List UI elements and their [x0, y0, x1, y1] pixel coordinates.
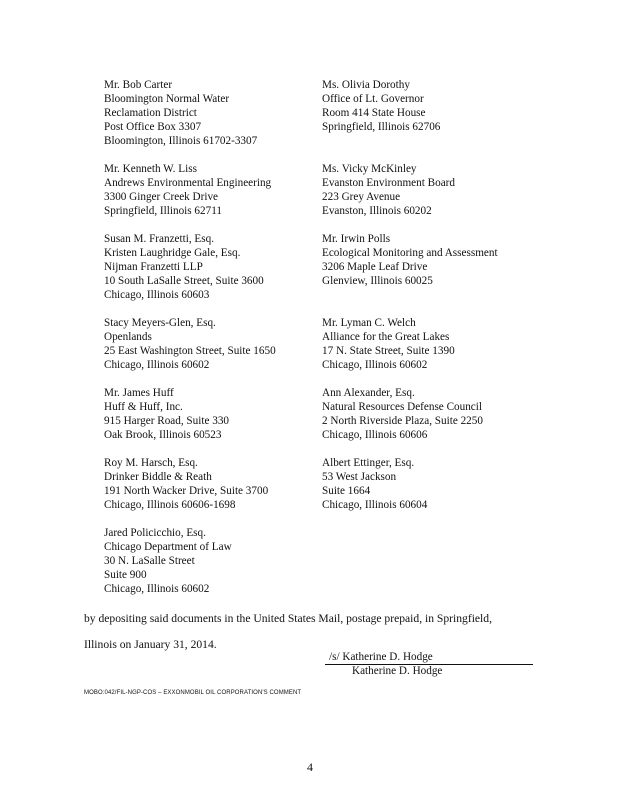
signer-name: Katherine D. Hodge: [352, 665, 443, 677]
address-line: Kristen Laughridge Gale, Esq.: [104, 247, 241, 259]
recipient-address-block: [322, 232, 498, 288]
address-line: 17 N. State Street, Suite 1390: [322, 345, 455, 357]
address-line: Chicago, Illinois 60602: [322, 359, 428, 371]
address-line: Albert Ettinger, Esq.: [322, 457, 415, 469]
recipient-address-block: [322, 78, 440, 134]
address-line: Chicago, Illinois 60602: [104, 359, 210, 371]
address-line: Drinker Biddle & Reath: [104, 471, 212, 483]
address-line: Reclamation District: [104, 107, 197, 119]
recipient-address-block: [322, 456, 427, 512]
address-line: Mr. Bob Carter: [104, 79, 173, 91]
address-line: Post Office Box 3307: [104, 121, 202, 133]
document-footer: MOBO:042/FIL-NGP-COS – EXXONMOBIL OIL CORPORATION'S COMMENT: [84, 690, 302, 696]
recipient-address-block: [104, 78, 257, 148]
page-number: 4: [307, 760, 313, 774]
address-line: Suite 1664: [322, 485, 371, 497]
electronic-signature: /s/ Katherine D. Hodge: [329, 651, 433, 663]
signature-line: [325, 651, 533, 665]
address-line: Suite 900: [104, 569, 147, 581]
address-line: Mr. James Huff: [104, 387, 174, 399]
recipient-address-block: [104, 526, 232, 596]
address-line: Huff & Huff, Inc.: [104, 401, 183, 413]
address-line: Jared Policicchio, Esq.: [104, 527, 206, 539]
address-line: Chicago, Illinois 60606: [322, 429, 428, 441]
address-line: Andrews Environmental Engineering: [104, 177, 272, 189]
recipient-address-block: [322, 316, 455, 372]
address-line: Chicago, Illinois 60604: [322, 499, 428, 511]
address-line: Office of Lt. Governor: [322, 93, 424, 105]
address-line: Ms. Olivia Dorothy: [322, 79, 410, 91]
recipient-address-block: [104, 232, 264, 302]
address-line: 53 West Jackson: [322, 471, 397, 483]
closing-line-2: Illinois on January 31, 2014.: [84, 638, 217, 651]
address-line: Ms. Vicky McKinley: [322, 163, 417, 175]
address-line: Bloomington, Illinois 61702-3307: [104, 135, 258, 147]
address-line: Susan M. Franzetti, Esq.: [104, 233, 215, 245]
address-line: Evanston, Illinois 60202: [322, 205, 432, 217]
recipient-address-block: [322, 386, 483, 442]
address-line: Oak Brook, Illinois 60523: [104, 429, 222, 441]
closing-line-1: by depositing said documents in the United States Mail, postage prepaid, in Springfield,: [84, 612, 492, 625]
recipient-address-block: [104, 316, 276, 372]
address-line: Nijman Franzetti LLP: [104, 261, 203, 273]
address-line: Glenview, Illinois 60025: [322, 275, 433, 287]
address-line: Mr. Lyman C. Welch: [322, 317, 416, 329]
address-line: 915 Harger Road, Suite 330: [104, 415, 230, 427]
address-line: Chicago, Illinois 60602: [104, 583, 210, 595]
address-line: Chicago, Illinois 60606-1698: [104, 499, 236, 511]
address-line: Evanston Environment Board: [322, 177, 455, 189]
address-line: Springfield, Illinois 62711: [104, 205, 222, 217]
address-line: Chicago, Illinois 60603: [104, 289, 210, 301]
address-line: 3206 Maple Leaf Drive: [322, 261, 428, 273]
address-line: Chicago Department of Law: [104, 541, 232, 553]
address-line: 30 N. LaSalle Street: [104, 555, 195, 567]
address-line: Stacy Meyers-Glen, Esq.: [104, 317, 216, 329]
address-line: 191 North Wacker Drive, Suite 3700: [104, 485, 269, 497]
address-line: Mr. Kenneth W. Liss: [104, 163, 197, 175]
address-line: 2 North Riverside Plaza, Suite 2250: [322, 415, 483, 427]
recipient-address-block: [104, 386, 229, 442]
address-line: 223 Grey Avenue: [322, 191, 401, 203]
address-line: Ann Alexander, Esq.: [322, 387, 415, 399]
address-line: 25 East Washington Street, Suite 1650: [104, 345, 276, 357]
recipient-address-block: [322, 162, 455, 218]
address-line: Roy M. Harsch, Esq.: [104, 457, 198, 469]
address-line: Alliance for the Great Lakes: [322, 331, 450, 343]
address-line: Natural Resources Defense Council: [322, 401, 482, 413]
address-line: Openlands: [104, 331, 152, 343]
address-line: Room 414 State House: [322, 107, 426, 119]
recipient-address-block: [104, 162, 271, 218]
address-line: Mr. Irwin Polls: [322, 233, 391, 245]
address-line: Ecological Monitoring and Assessment: [322, 247, 498, 259]
address-line: 3300 Ginger Creek Drive: [104, 191, 219, 203]
recipient-address-block: [104, 456, 268, 512]
address-line: 10 South LaSalle Street, Suite 3600: [104, 275, 264, 287]
address-line: Bloomington Normal Water: [104, 93, 230, 105]
address-line: Springfield, Illinois 62706: [322, 121, 441, 133]
